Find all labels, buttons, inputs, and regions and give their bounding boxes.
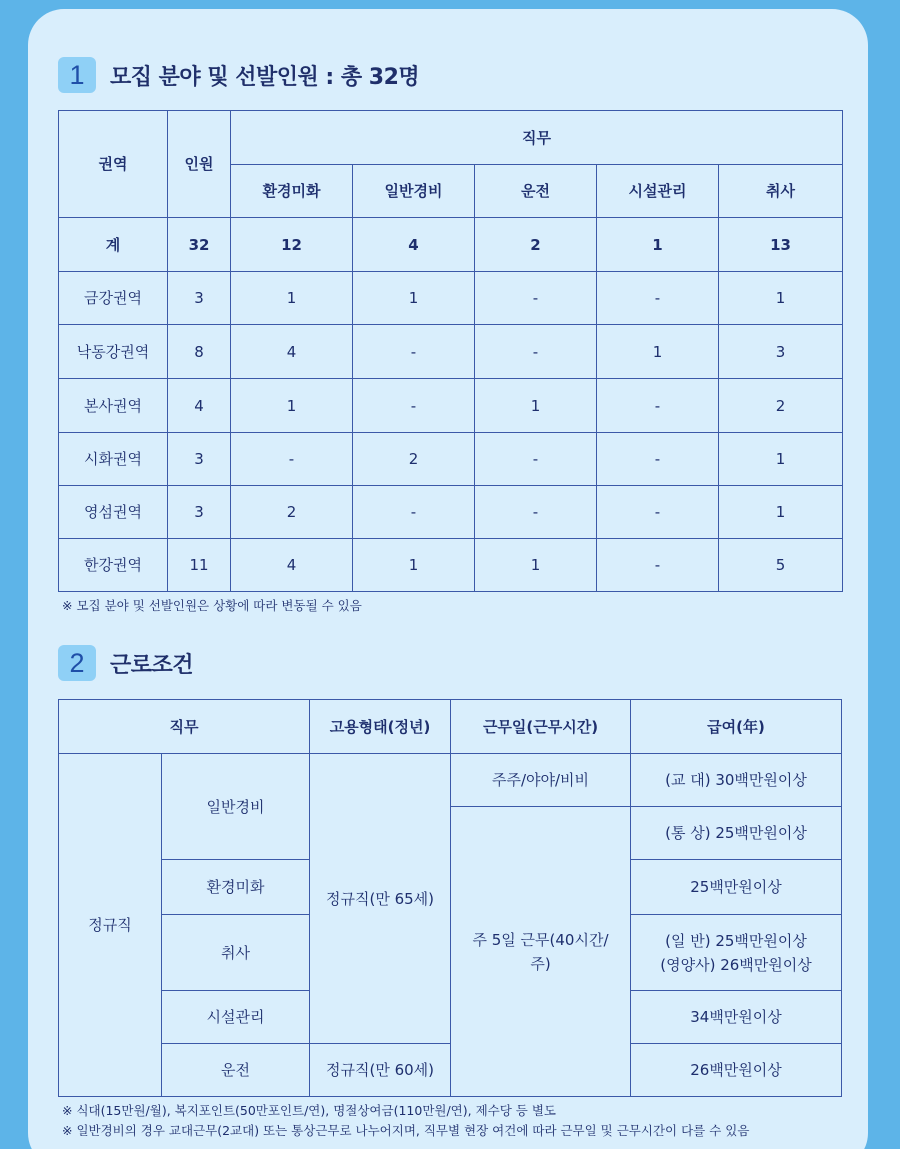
region-cell: 금강권역	[59, 272, 168, 325]
section-2-note: ※ 일반경비의 경우 교대근무(2교대) 또는 통상근무로 나누어지며, 직무별 현장 여건에 따라 근무일 및 근무시간이 다를 수 있음	[62, 1123, 750, 1138]
job-cell: -	[475, 272, 597, 325]
job-cell: -	[231, 433, 353, 486]
count-cell: 4	[168, 379, 231, 433]
job-cell: -	[597, 486, 719, 539]
job-cell: -	[475, 433, 597, 486]
job-cell: 1	[475, 539, 597, 592]
header-duty: 직무	[59, 700, 310, 754]
salary-line: (일 반) 25백만원이상	[665, 931, 807, 950]
job-cell: 1	[475, 379, 597, 433]
table-row	[59, 325, 843, 379]
job-cell: 5	[719, 539, 843, 592]
header-region: 권역	[59, 111, 168, 218]
table-header-row	[59, 111, 843, 165]
employment-cell: 정규직(만 65세)	[310, 754, 451, 1044]
job-cell: 2	[719, 379, 843, 433]
workdays-cell: 주주/야야/비비	[451, 754, 631, 807]
salary-cell	[631, 915, 842, 991]
job-cell: 1	[597, 325, 719, 379]
salary-cell: (교 대) 30백만원이상	[631, 754, 842, 807]
region-cell: 낙동강권역	[59, 325, 168, 379]
header-salary: 급여(年)	[631, 700, 842, 754]
job-cell: -	[353, 325, 475, 379]
job-cell: 13	[719, 218, 843, 272]
count-cell: 32	[168, 218, 231, 272]
workdays-cell	[451, 807, 631, 1097]
section-2-note: ※ 식대(15만원/월), 복지포인트(50만포인트/연), 명절상여금(110만원/연), 제수당 등 별도	[62, 1103, 556, 1118]
job-cell: 1	[719, 486, 843, 539]
job-cell: 1	[231, 272, 353, 325]
count-cell: 8	[168, 325, 231, 379]
region-cell: 본사권역	[59, 379, 168, 433]
job-cell: 4	[231, 325, 353, 379]
table-row	[59, 754, 842, 807]
header-job: 일반경비	[353, 165, 475, 218]
table-row	[59, 433, 843, 486]
salary-cell: 34백만원이상	[631, 991, 842, 1044]
count-cell: 3	[168, 486, 231, 539]
salary-cell: (통 상) 25백만원이상	[631, 807, 842, 860]
job-cell: -	[597, 379, 719, 433]
job-cell: 4	[353, 218, 475, 272]
job-cell: 1	[719, 433, 843, 486]
job-cell: 2	[231, 486, 353, 539]
job-cell: -	[597, 272, 719, 325]
category-cell: 정규직	[59, 754, 162, 1097]
job-cell: -	[597, 433, 719, 486]
header-duty: 직무	[231, 111, 843, 165]
job-cell: 시설관리	[162, 991, 310, 1044]
table-row	[59, 486, 843, 539]
count-cell: 3	[168, 433, 231, 486]
section-1-number-badge: 1	[58, 57, 96, 93]
header-workdays: 근무일(근무시간)	[451, 700, 631, 754]
employment-cell: 정규직(만 60세)	[310, 1044, 451, 1097]
job-cell: -	[475, 486, 597, 539]
job-cell: -	[353, 486, 475, 539]
job-cell: -	[475, 325, 597, 379]
region-cell: 한강권역	[59, 539, 168, 592]
job-cell: 2	[475, 218, 597, 272]
job-cell: 1	[231, 379, 353, 433]
job-cell: 12	[231, 218, 353, 272]
job-cell: 1	[353, 539, 475, 592]
region-cell: 계	[59, 218, 168, 272]
header-job: 운전	[475, 165, 597, 218]
salary-cell: 25백만원이상	[631, 860, 842, 915]
table-header-row	[59, 700, 842, 754]
section-2-number-badge: 2	[58, 645, 96, 681]
job-cell: 일반경비	[162, 754, 310, 860]
section-2-title: 근로조건	[110, 652, 194, 678]
table-row	[59, 1044, 842, 1097]
count-cell: 3	[168, 272, 231, 325]
job-cell: 1	[597, 218, 719, 272]
section-1-heading	[58, 57, 419, 93]
salary-line: (영양사) 26백만원이상	[660, 955, 812, 974]
count-cell: 11	[168, 539, 231, 592]
job-cell: 취사	[162, 915, 310, 991]
workdays-text: 주 5일 근무(40시간/주)	[472, 930, 609, 973]
job-cell: 운전	[162, 1044, 310, 1097]
region-cell: 영섬권역	[59, 486, 168, 539]
header-job: 취사	[719, 165, 843, 218]
job-cell: 1	[719, 272, 843, 325]
recruitment-table	[58, 110, 843, 592]
salary-cell: 26백만원이상	[631, 1044, 842, 1097]
table-row-total	[59, 218, 843, 272]
table-row	[59, 272, 843, 325]
header-employment: 고용형태(정년)	[310, 700, 451, 754]
job-cell: 4	[231, 539, 353, 592]
section-1-title: 모집 분야 및 선발인원 : 총 32명	[110, 64, 420, 90]
job-cell: 환경미화	[162, 860, 310, 915]
job-cell: 1	[353, 272, 475, 325]
job-cell: 3	[719, 325, 843, 379]
working-conditions-table	[58, 699, 842, 1097]
header-job: 환경미화	[231, 165, 353, 218]
header-count: 인원	[168, 111, 231, 218]
job-cell: -	[353, 379, 475, 433]
job-cell: -	[597, 539, 719, 592]
table-row	[59, 379, 843, 433]
section-1-note: ※ 모집 분야 및 선발인원은 상황에 따라 변동될 수 있음	[62, 598, 362, 613]
table-row	[59, 539, 843, 592]
region-cell: 시화권역	[59, 433, 168, 486]
section-2-heading	[58, 645, 193, 681]
header-job: 시설관리	[597, 165, 719, 218]
job-cell: 2	[353, 433, 475, 486]
